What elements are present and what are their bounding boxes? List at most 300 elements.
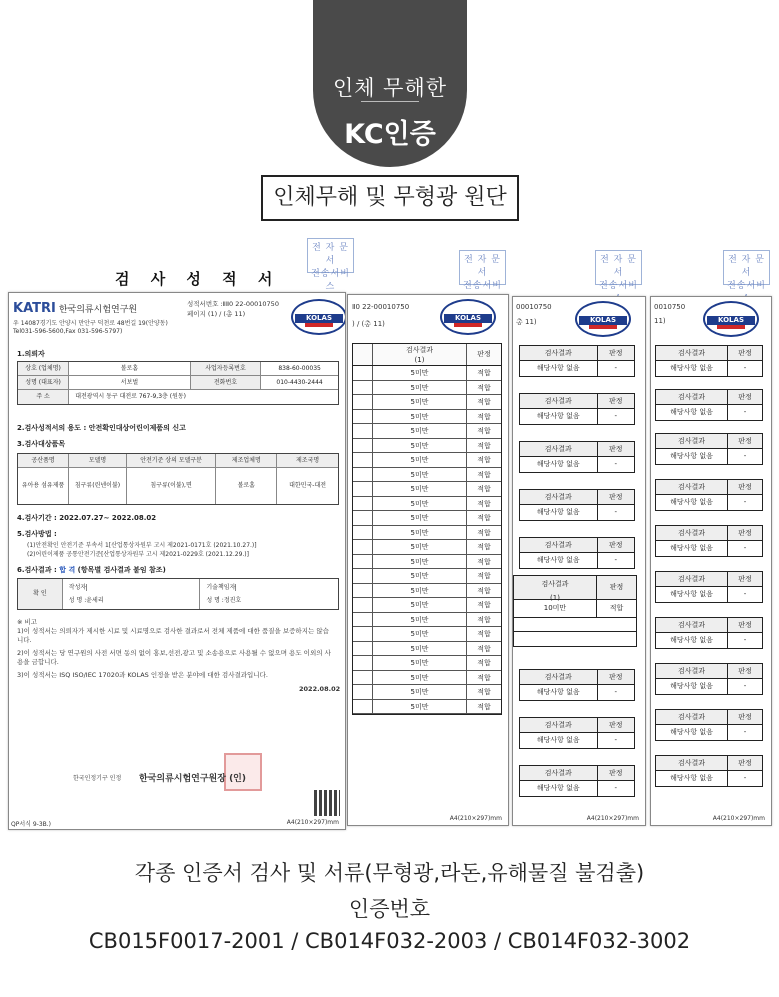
caption-line3: CB015F0017-2001 / CB014F032-2003 / CB014F032-3002 <box>88 929 691 953</box>
judge-cell: 적합 <box>477 572 491 580</box>
result-box <box>655 433 763 465</box>
col-judge: 판정 <box>608 541 623 549</box>
result-cell: 5미만 <box>373 410 467 424</box>
result-box <box>519 345 635 377</box>
box-header <box>520 718 634 733</box>
judge-cell: 적합 <box>477 630 491 638</box>
result-value: 해당사항 없음 <box>656 361 728 376</box>
result-cell: 5미만 <box>373 468 467 482</box>
box-row <box>656 449 762 464</box>
stamp-line2: 전송서비 <box>599 281 638 291</box>
badge-line2: KC인증 <box>344 119 436 150</box>
result-cell: 5미만 <box>373 613 467 627</box>
method-1: (1)안전확인 안전기준 부속서 1[산업통상자원부 고시 제2021-0171호 (2021.10.27.)] <box>27 542 257 549</box>
box-header <box>520 766 634 781</box>
box-row <box>520 553 634 568</box>
result-table <box>352 343 502 715</box>
client-value: 대전광역시 동구 대전로 767-9,3층 (원동) <box>75 393 187 400</box>
result-cell: 5미만 <box>373 395 467 409</box>
col-judge: 판정 <box>609 583 624 591</box>
special-result-box <box>513 575 637 647</box>
box-header <box>656 526 762 541</box>
box-row <box>656 495 762 510</box>
result-value: 해당사항 없음 <box>656 495 728 510</box>
col-judge: 판정 <box>738 349 752 357</box>
judge-cell: 적합 <box>477 441 491 450</box>
client-value: 서보벌 <box>69 376 191 389</box>
result-cell: 5미만 <box>373 685 467 699</box>
box-header <box>656 710 762 725</box>
kolas-text: KOLAS <box>718 316 744 324</box>
result-box <box>655 389 763 421</box>
result-value: 해당사항 없음 <box>520 553 598 568</box>
table-header <box>353 344 501 366</box>
judge-value: - <box>614 688 618 696</box>
judge-cell: 적합 <box>477 644 491 653</box>
result-cell: 5미만 <box>373 584 467 598</box>
table-row <box>353 700 501 715</box>
judge-cell: 적합 <box>477 615 491 624</box>
judge-cell: 적합 <box>477 557 491 566</box>
box-header <box>656 664 762 679</box>
box-row <box>656 541 762 556</box>
judge-value: - <box>743 408 747 416</box>
box-header <box>520 346 634 361</box>
item-col: 제조국명 <box>295 457 320 464</box>
col-judge: 판정 <box>608 673 623 681</box>
col-result: 검사결과 <box>520 538 598 552</box>
col-result: 검사결과 <box>656 480 728 494</box>
result-cell: 5미만 <box>373 424 467 438</box>
table-row <box>353 381 501 396</box>
page-number: 11) <box>654 317 666 325</box>
writer-label: 작성자 <box>68 584 87 591</box>
client-value: 볼로홈 <box>69 362 191 375</box>
sign-label: 확 인 <box>18 579 63 609</box>
box-row <box>656 679 762 694</box>
judge-cell: 적합 <box>477 688 491 696</box>
col-judge: 판정 <box>738 713 752 721</box>
box-header <box>656 618 762 633</box>
item-col: 공산품명 <box>18 454 69 467</box>
result-value: 해당사항 없음 <box>520 361 598 376</box>
result-cell: 5미만 <box>373 497 467 511</box>
col-judge: 판정 <box>738 529 752 537</box>
kolas-text: KOLAS <box>306 314 332 322</box>
judge-value: - <box>743 774 747 782</box>
judge-cell: 적합 <box>477 470 491 479</box>
result-value: 해당사항 없음 <box>656 725 728 740</box>
box-row <box>656 361 762 376</box>
tel: Tel031-596-5600,Fax 031-596-5797) <box>13 328 123 335</box>
badge-line1: 인체 무해한 <box>332 76 448 100</box>
judge-value: - <box>743 452 747 460</box>
stamp-line1: 전 자 문 서 <box>312 243 349 266</box>
result-cell: 5미만 <box>373 656 467 670</box>
report-number: 00010750 <box>516 303 552 311</box>
col-judge: 판정 <box>608 445 623 453</box>
section-method: 5.검사방법 : <box>17 530 57 538</box>
result-value: 해당사항 없음 <box>656 405 728 420</box>
result-box <box>655 479 763 511</box>
judge-value: - <box>614 508 618 516</box>
report-info <box>187 299 279 319</box>
section-purpose: 2.검사성적서의 용도 : 안전확인대상어린이제품의 신고 <box>17 424 186 432</box>
item-header-row <box>18 454 338 468</box>
result-value: 해당사항 없음 <box>656 633 728 648</box>
kolas-logo <box>575 301 631 337</box>
table-row <box>353 656 501 671</box>
result-box <box>519 489 635 521</box>
judge-cell: 적합 <box>477 456 491 464</box>
box-header <box>514 576 636 600</box>
col-result: 검사결과 <box>656 756 728 770</box>
client-label: 주 소 <box>18 390 69 404</box>
judge-value: - <box>614 460 618 468</box>
col-result: 검사결과 <box>656 710 728 724</box>
section-client: 1.의뢰자 <box>17 350 45 358</box>
client-row <box>18 376 338 390</box>
result-cell: 5미만 <box>373 453 467 467</box>
client-value: 010-4430-2444 <box>276 379 323 386</box>
client-value: 838-60-00035 <box>278 365 321 372</box>
judge-value: - <box>743 544 747 552</box>
box-header <box>656 756 762 771</box>
table-row <box>353 395 501 410</box>
page-number: 페이지 (1) / (총 11) <box>187 310 246 318</box>
section-result <box>17 565 166 575</box>
certificate-page-3 <box>512 296 646 826</box>
paper-size: A4(210×297)mm <box>449 815 502 822</box>
col-result: 검사결과 <box>520 442 598 456</box>
result-cell: 5미만 <box>373 381 467 395</box>
item-col: 모델명 <box>69 454 127 467</box>
judge-cell: 적합 <box>477 383 491 392</box>
result-cell: 5미만 <box>373 439 467 453</box>
report-number: 성적서번호 :ⅡⅡ0 22-00010750 <box>187 300 279 308</box>
result-cell: 5미만 <box>373 511 467 525</box>
client-table <box>17 361 339 405</box>
box-row <box>514 600 636 618</box>
judge-value: - <box>614 412 618 420</box>
table-row <box>353 439 501 454</box>
table-row <box>353 671 501 686</box>
badge-underline <box>361 101 419 102</box>
e-doc-stamp <box>595 250 642 291</box>
stamp-line2: 전송서비 <box>463 281 502 291</box>
result-cell: 5미만 <box>373 540 467 554</box>
col-judge: 판정 <box>608 493 623 501</box>
table-row <box>353 497 501 512</box>
col-judge: 판정 <box>738 393 752 401</box>
judge-cell: 적합 <box>477 586 491 595</box>
item-cell: 침구류(린넨이불) <box>69 468 127 504</box>
paper-size: A4(210×297)mm <box>286 819 339 826</box>
result-value: 해당사항 없음 <box>520 505 598 520</box>
col-judge: 판정 <box>608 349 623 357</box>
item-cell: 침구류(이불),면 <box>127 468 217 504</box>
box-header <box>656 572 762 587</box>
result-box <box>655 345 763 377</box>
method-2: (2)어린이제품 공통안전기준[산업통상자원부 고시 제2021-0229호 (2021.12.29.)] <box>27 551 249 558</box>
writer-name: 성 명 :윤세리 <box>68 597 104 604</box>
client-row <box>18 390 338 404</box>
result-suffix: (항목별 검사결과 붙임 참조) <box>77 566 166 574</box>
result-cell: 5미만 <box>373 526 467 540</box>
judge-value: - <box>614 556 618 564</box>
table-row <box>353 555 501 570</box>
col-result: 검사결과 <box>520 346 598 360</box>
kolas-text: KOLAS <box>590 316 616 324</box>
certificate-page-2 <box>347 294 509 826</box>
result-box <box>655 663 763 695</box>
table-row <box>353 627 501 642</box>
certificate-page-1 <box>8 292 346 830</box>
tech-name: 성 명 :정진호 <box>206 597 242 604</box>
judge-value: - <box>743 728 747 736</box>
table-row <box>353 613 501 628</box>
judge-value: - <box>614 736 618 744</box>
stamp-line1: 전 자 문 서 <box>464 255 501 278</box>
notes-title: ※ 비고 <box>17 618 38 626</box>
col-result: 검사결과 <box>656 664 728 678</box>
table-row <box>353 526 501 541</box>
address: 우 14087경기도 안양시 만안구 덕천로 48번길 19(안양동) <box>13 320 168 327</box>
result-box <box>655 571 763 603</box>
judge-cell: 적합 <box>477 543 491 551</box>
col-judge: 판정 <box>738 759 752 767</box>
result-box <box>655 525 763 557</box>
table-row <box>353 366 501 381</box>
result-value: 해당사항 없음 <box>656 771 728 786</box>
client-label: 사업자등록번호 <box>191 362 261 375</box>
result-box <box>655 709 763 741</box>
col-result: 검사결과 <box>656 572 728 586</box>
item-cell: 유아용 섬유제품 <box>18 468 69 504</box>
kolas-logo <box>703 301 759 337</box>
col-result: 검사결과 <box>520 394 598 408</box>
box-header <box>520 490 634 505</box>
box-row <box>656 405 762 420</box>
issue-date: 2022.08.02 <box>299 685 341 693</box>
judge-value: - <box>614 784 618 792</box>
judge-value: - <box>743 636 747 644</box>
paper-size: A4(210×297)mm <box>586 815 639 822</box>
qr-code <box>314 790 340 816</box>
item-row <box>18 468 338 504</box>
col-result: 검사결과 <box>520 766 598 780</box>
col-result: 검사결과 <box>520 718 598 732</box>
col-result: 검사결과 <box>520 670 598 684</box>
table-row <box>353 453 501 468</box>
result-cell: 5미만 <box>373 366 467 380</box>
col-sub: (1) <box>414 356 425 364</box>
judge-cell: 적합 <box>477 702 491 711</box>
col-judge: 판정 <box>738 575 752 583</box>
box-row <box>656 633 762 648</box>
logo-name: 한국의류시험연구원 <box>58 305 138 315</box>
result-value: 해당사항 없음 <box>520 733 598 748</box>
table-row <box>353 468 501 483</box>
note-3: 3)이 성적서는 ISQ ISO/IEC 17020과 KOLAS 인정을 받은 분야에 대한 검사결과입니다. <box>17 671 268 679</box>
kolas-logo <box>440 299 496 335</box>
box-row <box>514 618 636 632</box>
report-number: 0010750 <box>654 303 686 311</box>
judge-cell: 적합 <box>477 528 491 537</box>
result-prefix: 6.검사결과 : <box>17 566 57 574</box>
judge-value: - <box>743 364 747 372</box>
subtitle-box: 인체무해 및 무형광 원단 <box>261 175 519 221</box>
result-cell: 5미만 <box>373 700 467 714</box>
issuer-name: 한국의류시험연구원장 (인) <box>139 774 246 784</box>
box-header <box>520 394 634 409</box>
page-number: 총 11) <box>516 318 537 326</box>
result-cell: 5미만 <box>373 627 467 641</box>
judge-value: - <box>743 682 747 690</box>
box-row <box>520 361 634 376</box>
special-sub: (1) <box>550 594 560 602</box>
box-header <box>520 670 634 685</box>
stamp-line2: 전송서비 <box>727 281 766 291</box>
box-row <box>514 632 636 646</box>
katri-logo <box>13 297 183 337</box>
client-row <box>18 362 338 376</box>
item-cell: 볼로홈 <box>216 468 277 504</box>
col-result: 검사결과 <box>656 434 728 448</box>
judge-cell: 적합 <box>477 485 491 493</box>
table-row <box>353 540 501 555</box>
box-header <box>520 538 634 553</box>
result-box <box>519 717 635 749</box>
col-result: 검사결과 <box>656 526 728 540</box>
box-row <box>520 457 634 472</box>
box-row <box>520 685 634 700</box>
client-label: 상호 (업체명) <box>18 362 69 375</box>
result-value: 해당사항 없음 <box>656 679 728 694</box>
page-number: ) / (총 11) <box>352 320 385 328</box>
judge-value: - <box>743 498 747 506</box>
box-header <box>656 346 762 361</box>
judge-cell: 적합 <box>477 514 491 522</box>
stamp-line2: 전송서비스 <box>311 269 350 292</box>
judge-value: - <box>614 364 618 372</box>
kc-badge <box>313 0 467 167</box>
col-result: 검사결과 <box>656 618 728 632</box>
table-row <box>353 685 501 700</box>
form-number: QP서식 9-3B.) <box>11 821 52 828</box>
result-box <box>519 393 635 425</box>
sign-table <box>17 578 339 610</box>
client-label: 전화번호 <box>191 376 261 389</box>
judge-cell: 적합 <box>477 499 491 508</box>
tech-label: 기술책임자 <box>206 584 236 591</box>
col-judge: 판정 <box>738 483 752 491</box>
table-row <box>353 410 501 425</box>
col-judge: 판정 <box>608 769 623 777</box>
col-judge: 판정 <box>608 397 623 405</box>
stamp-line1: 전 자 문 서 <box>600 255 637 278</box>
item-col: 제조업체명 <box>216 454 277 467</box>
result-value: 해당사항 없음 <box>656 449 728 464</box>
col-judge: 판정 <box>738 437 752 445</box>
table-row <box>353 482 501 497</box>
document-title: 검 사 성 적 서 <box>115 270 281 288</box>
box-row <box>520 733 634 748</box>
e-doc-stamp <box>723 250 770 291</box>
item-col: 안전기준 상의 모델구분 <box>127 454 217 467</box>
result-value: 해당사항 없음 <box>520 685 598 700</box>
result-cell: 5미만 <box>373 555 467 569</box>
result-box <box>519 537 635 569</box>
result-box <box>519 669 635 701</box>
stamp-line1: 전 자 문 서 <box>728 255 765 278</box>
result-box <box>655 617 763 649</box>
e-doc-stamp <box>307 238 354 292</box>
judge-value: - <box>743 590 747 598</box>
result-box <box>519 765 635 797</box>
result-value: 해당사항 없음 <box>656 541 728 556</box>
judge-cell: 적합 <box>477 601 491 609</box>
col-judge: 판정 <box>608 721 623 729</box>
item-cell: 대한민국-대전 <box>289 482 327 489</box>
judge-cell: 적합 <box>477 398 491 406</box>
result-pass: 합 격 <box>59 566 76 574</box>
result-value: 해당사항 없음 <box>520 781 598 796</box>
special-value: 10미만 <box>514 600 597 617</box>
box-row <box>520 505 634 520</box>
result-cell: 5미만 <box>373 569 467 583</box>
result-box <box>655 755 763 787</box>
table-row <box>353 424 501 439</box>
special-judge: 적합 <box>609 604 624 612</box>
col-result: 검사결과 <box>656 346 728 360</box>
judge-cell: 적합 <box>477 412 491 421</box>
result-cell: 5미만 <box>373 598 467 612</box>
item-table <box>17 453 339 505</box>
issuer-prefix: 한국인정기구 인정 <box>73 775 122 782</box>
result-value: 해당사항 없음 <box>520 409 598 424</box>
judge-cell: 적합 <box>477 659 491 667</box>
result-cell: 5미만 <box>373 482 467 496</box>
result-cell: 5미만 <box>373 671 467 685</box>
col-judge: 판정 <box>477 350 491 358</box>
e-doc-stamp <box>459 250 506 291</box>
table-row <box>353 511 501 526</box>
certificate-page-4 <box>650 296 772 826</box>
box-header <box>656 480 762 495</box>
box-row <box>656 587 762 602</box>
col-result: 검사결과 <box>405 346 434 354</box>
result-box <box>519 441 635 473</box>
col-result: 검사결과 <box>520 490 598 504</box>
section-period: 4.검사기간 : 2022.07.27~ 2022.08.02 <box>17 514 157 522</box>
box-row <box>656 771 762 786</box>
judge-cell: 적합 <box>477 369 491 377</box>
report-number: Ⅱ0 22-00010750 <box>352 303 410 311</box>
caption-line1: 각종 인증서 검사 및 서류(무형광,라돈,유해물질 불검출) <box>134 861 645 885</box>
box-header <box>656 390 762 405</box>
table-row <box>353 642 501 657</box>
box-header <box>520 442 634 457</box>
special-result: 검사결과 <box>541 580 569 588</box>
box-row <box>520 409 634 424</box>
section-item: 3.검사대상품목 <box>17 440 66 448</box>
sign-row <box>18 579 338 609</box>
table-row <box>353 569 501 584</box>
box-header <box>656 434 762 449</box>
col-judge: 판정 <box>738 621 752 629</box>
col-judge: 판정 <box>738 667 752 675</box>
